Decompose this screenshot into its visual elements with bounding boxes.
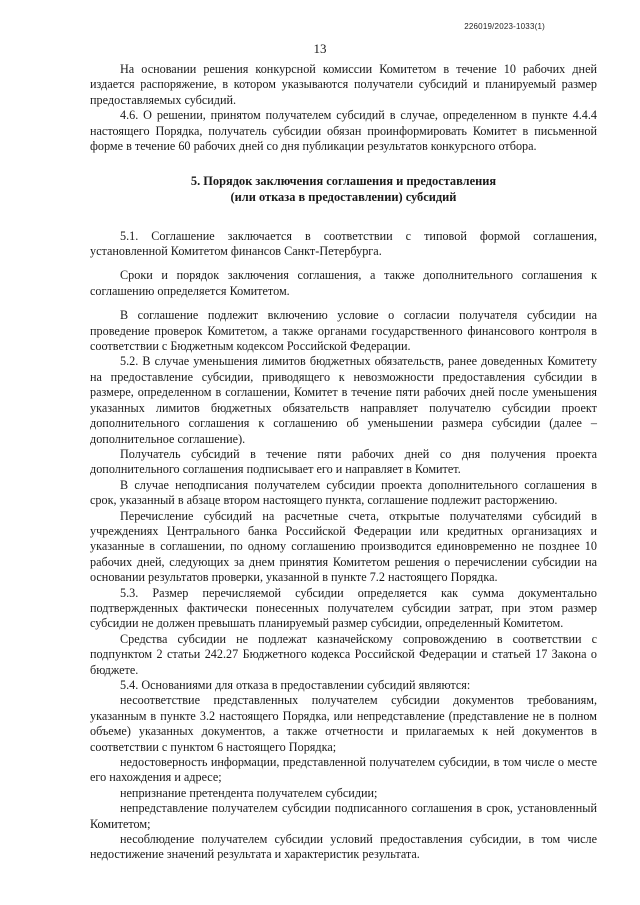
paragraph: Получатель субсидий в течение пяти рабочих дней со дня получения проекта дополнительного соглашения подписывает его и направляет в Комитет. [90,446,597,477]
list-item: несоответствие представленных получателем субсидии документов требованиям, указанным в пункте 3.2 настоящего Порядка, или непредставление (представление не в полном объеме) указанных документов, а также отчетности и прилагаемых к ней документов в соответствии с пунктом 6 настоящего Порядка; [90,693,597,754]
list-item: непредставление получателем субсидии подписанного соглашения в срок, установленный Комитетом; [90,801,597,831]
section-title-line-1: 5. Порядок заключения соглашения и предоставления [190,174,497,189]
document-registration-number: 226019/2023-1033(1) [464,22,545,31]
paragraph: В соглашение подлежит включению условие о согласии получателя субсидии на проведение проверок Комитетом, а также органами государственного финансового контроля в соответствии с Бюджетным кодексом Российской Федерации. [90,308,597,354]
paragraph: На основании решения конкурсной комиссии Комитетом в течение 10 рабочих дней издается распоряжение, в котором указываются получатели субсидий и планируемый размер предоставляемых субсидий. [90,62,597,107]
document-body [90,62,597,863]
list-item: несоблюдение получателем субсидии условий предоставления субсидии, в том числе недостижение значений результата и характеристик результата. [90,832,597,862]
paragraph: Перечисление субсидий на расчетные счета, открытые получателями субсидий в учреждениях Центрального банка Российской Федерации или кредитных организациях и указанные в соглашении, по одному соглашению производится единовременно не позднее 10 рабочих дней, следующих за днем принятия Комитетом решения о перечислении субсидии на основании результатов проверки, указанной в пункте 7.2 настоящего Порядка. [90,508,597,585]
page-number: 13 [313,41,327,56]
paragraph: Сроки и порядок заключения соглашения, а также дополнительного соглашения к соглашению определяется Комитетом. [90,268,597,298]
paragraph: 5.1. Соглашение заключается в соответствии с типовой формой соглашения, установленной Комитетом финансов Санкт-Петербурга. [90,228,597,259]
paragraph: 5.2. В случае уменьшения лимитов бюджетных обязательств, ранее доведенных Комитету на предоставление субсидии, приводящего к невозможности предоставления субсидии в размере, определенном в соглашении, Комитет в течение пяти рабочих дней после уменьшения указанных лимитов бюджетных обязательств направляет получателю субсидии проект дополнительного соглашения к соглашению об уменьшении размера субсидии (далее – дополнительное соглашение). [90,354,597,446]
paragraph: 5.4. Основаниями для отказа в предоставлении субсидий являются: [120,678,471,692]
list-item: непризнание претендента получателем субсидии; [120,785,378,800]
section-heading [90,174,597,205]
paragraph: В случае неподписания получателем субсидии проекта дополнительного соглашения в срок, указанный в абзаце втором настоящего пункта, соглашение подлежит расторжению. [90,477,597,508]
paragraph: 5.3. Размер перечисляемой субсидии определяется как сумма документально подтвержденных фактически понесенных получателем субсидии затрат, при этом размер субсидии не должен превышать планируемый размер субсидии, определенный Комитетом. [90,585,597,631]
paragraph: Средства субсидии не подлежат казначейскому сопровождению в соответствии с подпунктом 2 статьи 242.27 Бюджетного кодекса Российской Федерации и статьей 17 Закона о бюджете. [90,631,597,677]
paragraph: 4.6. О решении, принятом получателем субсидий в случае, определенном в пункте 4.4.4 настоящего Порядка, получатель субсидии обязан проинформировать Комитет в письменной форме в течение 60 рабочих дней со дня публикации результатов конкурсного отбора. [90,108,597,154]
list-item: недостоверность информации, представленной получателем субсидии, в том числе о месте его нахождения и адресе; [90,755,597,785]
section-title-line-2: (или отказа в предоставлении) субсидий [230,190,457,205]
